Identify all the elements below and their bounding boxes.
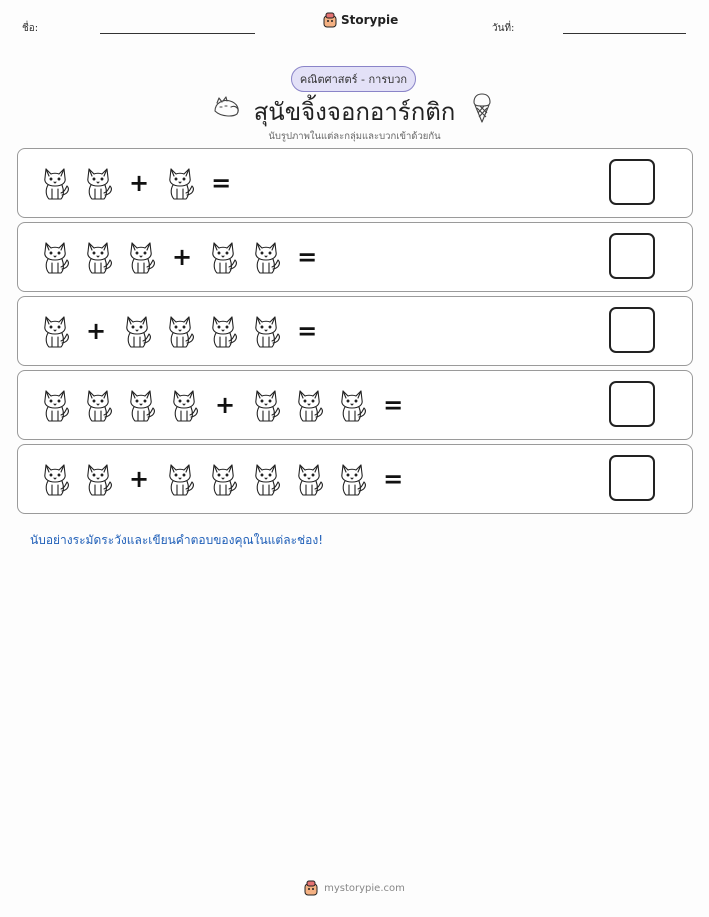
problem-expression [38,385,417,425]
page-title: สุนัขจิ้งจอกอาร์กติก [253,98,456,126]
brand-logo [323,12,398,28]
problem-row [17,444,693,514]
arctic-fox-icon [38,461,72,497]
problem-expression [38,311,331,351]
plus-sign: + [172,243,193,271]
problem-expression [38,237,331,277]
problem-row [17,148,693,218]
date-label: วันที่: [492,23,515,34]
brand-name: Storypie [341,13,399,27]
arctic-fox-icon [206,313,240,349]
arctic-fox-icon [163,461,197,497]
answer-box[interactable] [609,233,655,279]
header [0,0,709,50]
arctic-fox-icon [206,239,240,275]
page-subtitle: นับรูปภาพในแต่ละกลุ่มและบวกเข้าด้วยกัน [268,131,441,142]
arctic-fox-icon [249,461,283,497]
equals-sign: = [211,169,232,197]
arctic-fox-icon [81,239,115,275]
equals-sign: = [383,391,404,419]
instruction-text: นับอย่างระมัดระวังและเขียนคำตอบของคุณในแต่ละช่อง! [30,533,324,547]
arctic-fox-icon [249,387,283,423]
storypie-mascot-icon [304,880,318,896]
equals-sign: = [297,317,318,345]
storypie-mascot-icon [323,12,337,28]
problem-row [17,370,693,440]
arctic-fox-icon [335,387,369,423]
plus-sign: + [129,465,150,493]
arctic-fox-icon [38,239,72,275]
arctic-fox-icon [249,239,283,275]
problem-expression [38,163,245,203]
arctic-fox-icon [163,313,197,349]
arctic-fox-icon [292,387,326,423]
arctic-fox-icon [81,165,115,201]
problem-row [17,296,693,366]
problem-row [17,222,693,292]
footer-site: mystorypie.com [324,882,405,894]
footer [0,880,709,896]
arctic-fox-icon [120,313,154,349]
arctic-fox-icon [38,165,72,201]
arctic-fox-icon [167,387,201,423]
arctic-fox-icon [163,165,197,201]
category-pill: คณิตศาสตร์ - การบวก [291,66,416,92]
answer-box[interactable] [609,159,655,205]
problem-expression [38,459,417,499]
answer-box[interactable] [609,455,655,501]
date-line[interactable] [563,33,686,34]
plus-sign: + [86,317,107,345]
arctic-fox-icon [81,461,115,497]
name-label: ชื่อ: [22,23,39,34]
answer-box[interactable] [609,381,655,427]
ice-cream-cone-icon [471,92,493,124]
plus-sign: + [129,169,150,197]
plus-sign: + [215,391,236,419]
arctic-fox-icon [206,461,240,497]
arctic-fox-icon [81,387,115,423]
equals-sign: = [383,465,404,493]
equals-sign: = [297,243,318,271]
arctic-fox-icon [292,461,326,497]
arctic-fox-icon [38,313,72,349]
arctic-fox-icon [38,387,72,423]
answer-box[interactable] [609,307,655,353]
name-line[interactable] [100,33,255,34]
arctic-fox-icon [249,313,283,349]
arctic-fox-icon [335,461,369,497]
arctic-fox-icon [124,387,158,423]
problem-list [17,148,693,518]
arctic-fox-icon [124,239,158,275]
